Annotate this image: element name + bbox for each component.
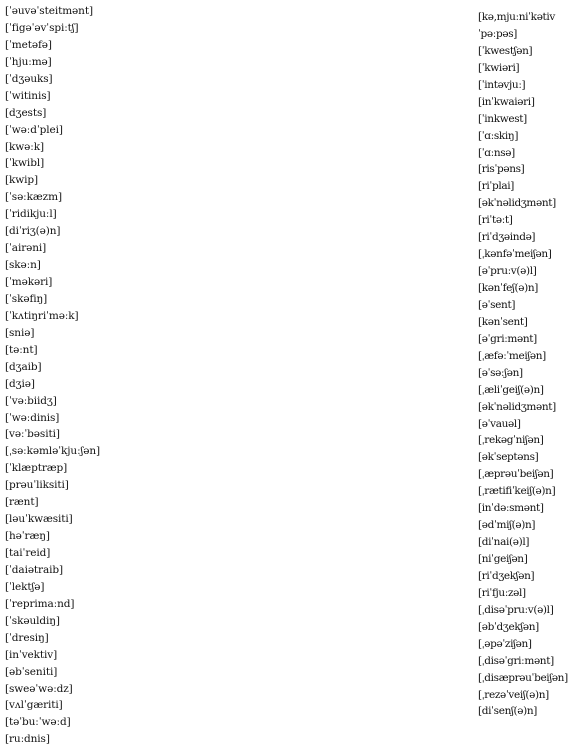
phonetic-entry: [ˈwitinis] [5,89,51,102]
phonetic-entry: [əˈsəːʃən] [478,366,523,379]
phonetic-entry: [ˌæprəuˈbeiʃən] [478,468,554,481]
left-phonetic-column [5,3,255,748]
phonetic-entry: [ˈkwestʃən] [478,44,533,57]
phonetic-entry: [ˈɑːnsə] [478,146,515,159]
phonetic-entry: [ˈlektʃə] [5,580,45,593]
phonetic-entry: [ˈskəfiŋ] [5,292,48,305]
phonetic-entry: [diˈsenʃ(ə)n] [478,705,537,718]
phonetic-entry: [sniə] [5,326,35,339]
phonetic-entry: ˈpəːpəs] [478,27,517,40]
phonetic-entry: [vəːˈbəsiti] [5,428,60,441]
phonetic-entry: [ˈridikjuːl] [5,208,57,221]
phonetic-entry: [əˈpruːv(ə)l] [478,265,537,278]
phonetic-entry: [ˈfigəˈəvˈspiːtʃ] [5,21,79,34]
phonetic-entry: [ˈhjuːmə] [5,55,52,68]
phonetic-entry: [riˈfjuːzəl] [478,586,526,599]
phonetic-entry: [diˈnai(ə)l] [478,536,530,549]
phonetic-entry: [ˈvəːbiidʒ] [5,394,57,407]
phonetic-entry: [əbˈseniti] [5,665,58,678]
phonetic-entry: [ˈəuvəˈsteitmənt] [5,5,93,17]
phonetic-entry: [kwip] [5,174,39,187]
phonetic-entry: [ˌdisəˈgriːmənt] [478,654,554,667]
phonetic-entry: [ləuˈkwæsiti] [5,513,73,526]
phonetic-entry: [sweəˈwəːdz] [5,682,73,695]
phonetic-entry: [ˈinkwest] [478,112,527,125]
phonetic-entry: [ˌsəːkəmləˈkjuːʃən] [5,445,101,458]
phonetic-entry: [ˈwəːdˈplei] [5,123,63,136]
phonetic-entry: [əˈgriːmənt] [478,332,537,345]
phonetic-entry: [ruːdnis] [5,733,50,746]
phonetic-entry: [riˈtəːt] [478,214,513,227]
phonetic-entry: [təːnt] [5,343,38,356]
phonetic-entry: [inˈvektiv] [5,648,58,661]
phonetic-entry: [dʒests] [5,106,47,119]
phonetic-entry: [əbˈdʒekʃən] [478,620,539,633]
phonetic-entry: [taiˈreid] [5,547,51,559]
phonetic-entry: [kə,mjuːniˈkətiv [478,11,556,23]
right-phonetic-column [478,9,566,720]
phonetic-entry: [kwəːk] [5,140,44,153]
phonetic-entry: [ˌrætifiˈkeiʃ(ə)n] [478,485,556,498]
phonetic-entry: [ˈreprimaːnd] [5,597,75,610]
phonetic-entry: [niˈgeiʃən] [478,553,528,565]
phonetic-entry: [ˈdaiətraib] [5,563,64,576]
phonetic-entry: [ˈkʌtiŋriˈməːk] [5,309,79,322]
phonetic-entry: [əˈsent] [478,298,516,311]
phonetic-entry: [riˈdʒəində] [478,231,536,244]
phonetic-entry: [ədˈmiʃ(ə)n] [478,519,536,532]
phonetic-entry: [ˈdʒəuks] [5,72,53,85]
phonetic-entry: [inˈkwaiəri] [478,95,535,108]
phonetic-entry: [ˈklæptræp] [5,462,68,475]
phonetic-entry: [riˈdʒekʃən] [478,569,535,582]
phonetic-entry: [ˌrekəgˈniʃən] [478,434,544,447]
phonetic-entry: [həˈræŋ] [5,530,50,543]
phonetic-entry: [ˌdisæprəuˈbeiʃən] [478,671,568,684]
phonetic-entry: [dʒaib] [5,360,42,373]
phonetic-entry: [əkˈseptəns] [478,451,539,464]
phonetic-entry: [əˈvauəl] [478,417,521,430]
phonetic-entry: [rænt] [5,496,39,509]
phonetic-entry: [ˌrezəˈveiʃ(ə)n] [478,688,549,701]
phonetic-entry: [əkˈnəlidʒmənt] [478,197,556,210]
phonetic-entry: [ˈskəuldiŋ] [5,614,60,627]
phonetic-entry: [ˌdisəˈpruːv(ə)l] [478,603,554,616]
phonetic-entry: [ˈɑːskiŋ] [478,129,519,142]
phonetic-entry: [təˈbuːˈwəːd] [5,716,71,729]
phonetic-entry: [ˌæfəːˈmeiʃən] [478,349,546,362]
phonetic-entry: [diˈriʒ(ə)n] [5,225,61,238]
phonetic-entry: [risˈpəns] [478,163,525,176]
phonetic-entry: [ˈməkəri] [5,276,53,288]
phonetic-entry: [ˌkənfəˈmeiʃən] [478,248,552,261]
phonetic-entry: [ˈsəːkæzm] [5,191,62,204]
phonetic-entry: [prəuˈliksiti] [5,479,69,492]
phonetic-entry: [kənˈsent] [478,315,528,328]
phonetic-entry: [dʒiə] [5,377,35,390]
phonetic-entry: [vʌlˈgæriti] [5,699,63,712]
phonetic-entry: [ˈairəni] [5,242,47,255]
phonetic-entry: [ˈintəvjuː] [478,78,526,91]
phonetic-entry: [ˈwəːdinis] [5,411,60,424]
phonetic-entry: [inˈdəːsmənt] [478,502,544,515]
phonetic-entry: [kənˈfeʃ(ə)n] [478,282,538,294]
phonetic-entry: [ˈdresiŋ] [5,631,49,644]
phonetic-entry: [ˈmetəfə] [5,38,52,51]
phonetic-entry: [ˈkwibl] [5,157,45,170]
phonetic-entry: [skəːn] [5,259,41,272]
phonetic-entry: [ˈkwiəri] [478,61,520,74]
phonetic-entry: [əkˈnəlidʒmənt] [478,400,556,413]
phonetic-entry: [ˌæliˈgeiʃ(ə)n] [478,383,544,396]
phonetic-entry: [ˌəpəˈziʃən] [478,637,532,650]
phonetic-entry: [riˈplai] [478,180,515,193]
